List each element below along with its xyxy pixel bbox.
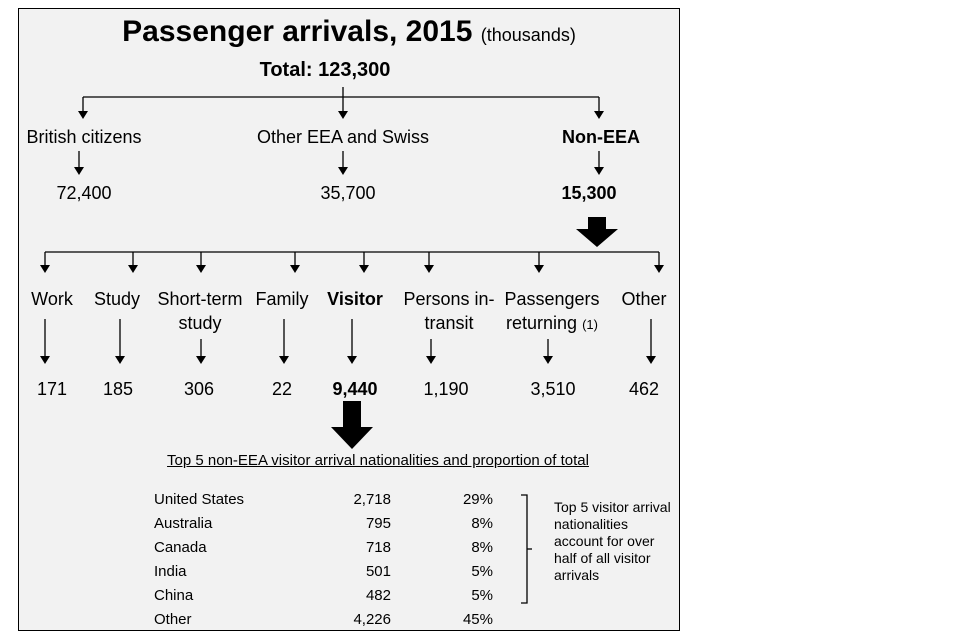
table-cell-country: India xyxy=(154,563,187,580)
category-label: Visitor xyxy=(327,289,383,309)
diagram-panel xyxy=(18,8,680,631)
page-title: Passenger arrivals, 2015 (thousands) xyxy=(122,15,576,48)
category-value: 171 xyxy=(36,379,68,399)
table-cell-value: 2,718 xyxy=(353,491,391,508)
table-cell-country: Other xyxy=(154,611,192,628)
category-value: 185 xyxy=(102,379,134,399)
category-label: Persons in- transit xyxy=(403,289,495,333)
table-cell-share: 45% xyxy=(462,611,493,628)
table-title: Top 5 non-EEA visitor arrival nationalities and proportion of total xyxy=(167,452,589,469)
category-value: 306 xyxy=(183,379,215,399)
big-arrow-down xyxy=(331,401,373,449)
category-label: Family xyxy=(255,289,309,309)
table-cell-share: 5% xyxy=(471,563,493,580)
category-value: 3,510 xyxy=(530,379,576,399)
category-label: Other xyxy=(621,289,667,309)
category-value: 1,190 xyxy=(423,379,469,399)
category-value: 462 xyxy=(628,379,660,399)
table-cell-value: 795 xyxy=(365,515,391,532)
table-cell-share: 5% xyxy=(471,587,493,604)
table-cell-value: 482 xyxy=(365,587,391,604)
category-value: 9,440 xyxy=(332,379,378,399)
table-cell-share: 29% xyxy=(462,491,493,508)
table-cell-share: 8% xyxy=(471,539,493,556)
group-value: 15,300 xyxy=(561,183,617,203)
total-label: Total: 123,300 xyxy=(259,59,391,81)
category-label: Short-term study xyxy=(157,289,243,333)
category-value: 22 xyxy=(271,379,293,399)
group-value: 35,700 xyxy=(320,183,376,203)
table-cell-country: United States xyxy=(154,491,245,508)
group-value: 72,400 xyxy=(56,183,112,203)
table-cell-country: Canada xyxy=(154,539,207,556)
big-arrow-down xyxy=(576,217,618,247)
category-label: Study xyxy=(93,289,141,309)
table-cell-share: 8% xyxy=(471,515,493,532)
table-cell-value: 501 xyxy=(365,563,391,580)
group-label: Non-EEA xyxy=(562,127,640,147)
table-cell-country: Australia xyxy=(154,515,213,532)
side-note: Top 5 visitor arrival nationalities account for over half of all visitor arrivals xyxy=(554,499,671,583)
group-label: Other EEA and Swiss xyxy=(256,127,430,147)
category-label: Passengers returning (1) xyxy=(504,289,600,333)
table-cell-value: 4,226 xyxy=(353,611,391,628)
table-cell-country: China xyxy=(154,587,194,604)
category-label: Work xyxy=(31,289,73,309)
group-label: British citizens xyxy=(26,127,142,147)
table-cell-value: 718 xyxy=(365,539,391,556)
footnote-marker: (1) xyxy=(582,317,598,332)
